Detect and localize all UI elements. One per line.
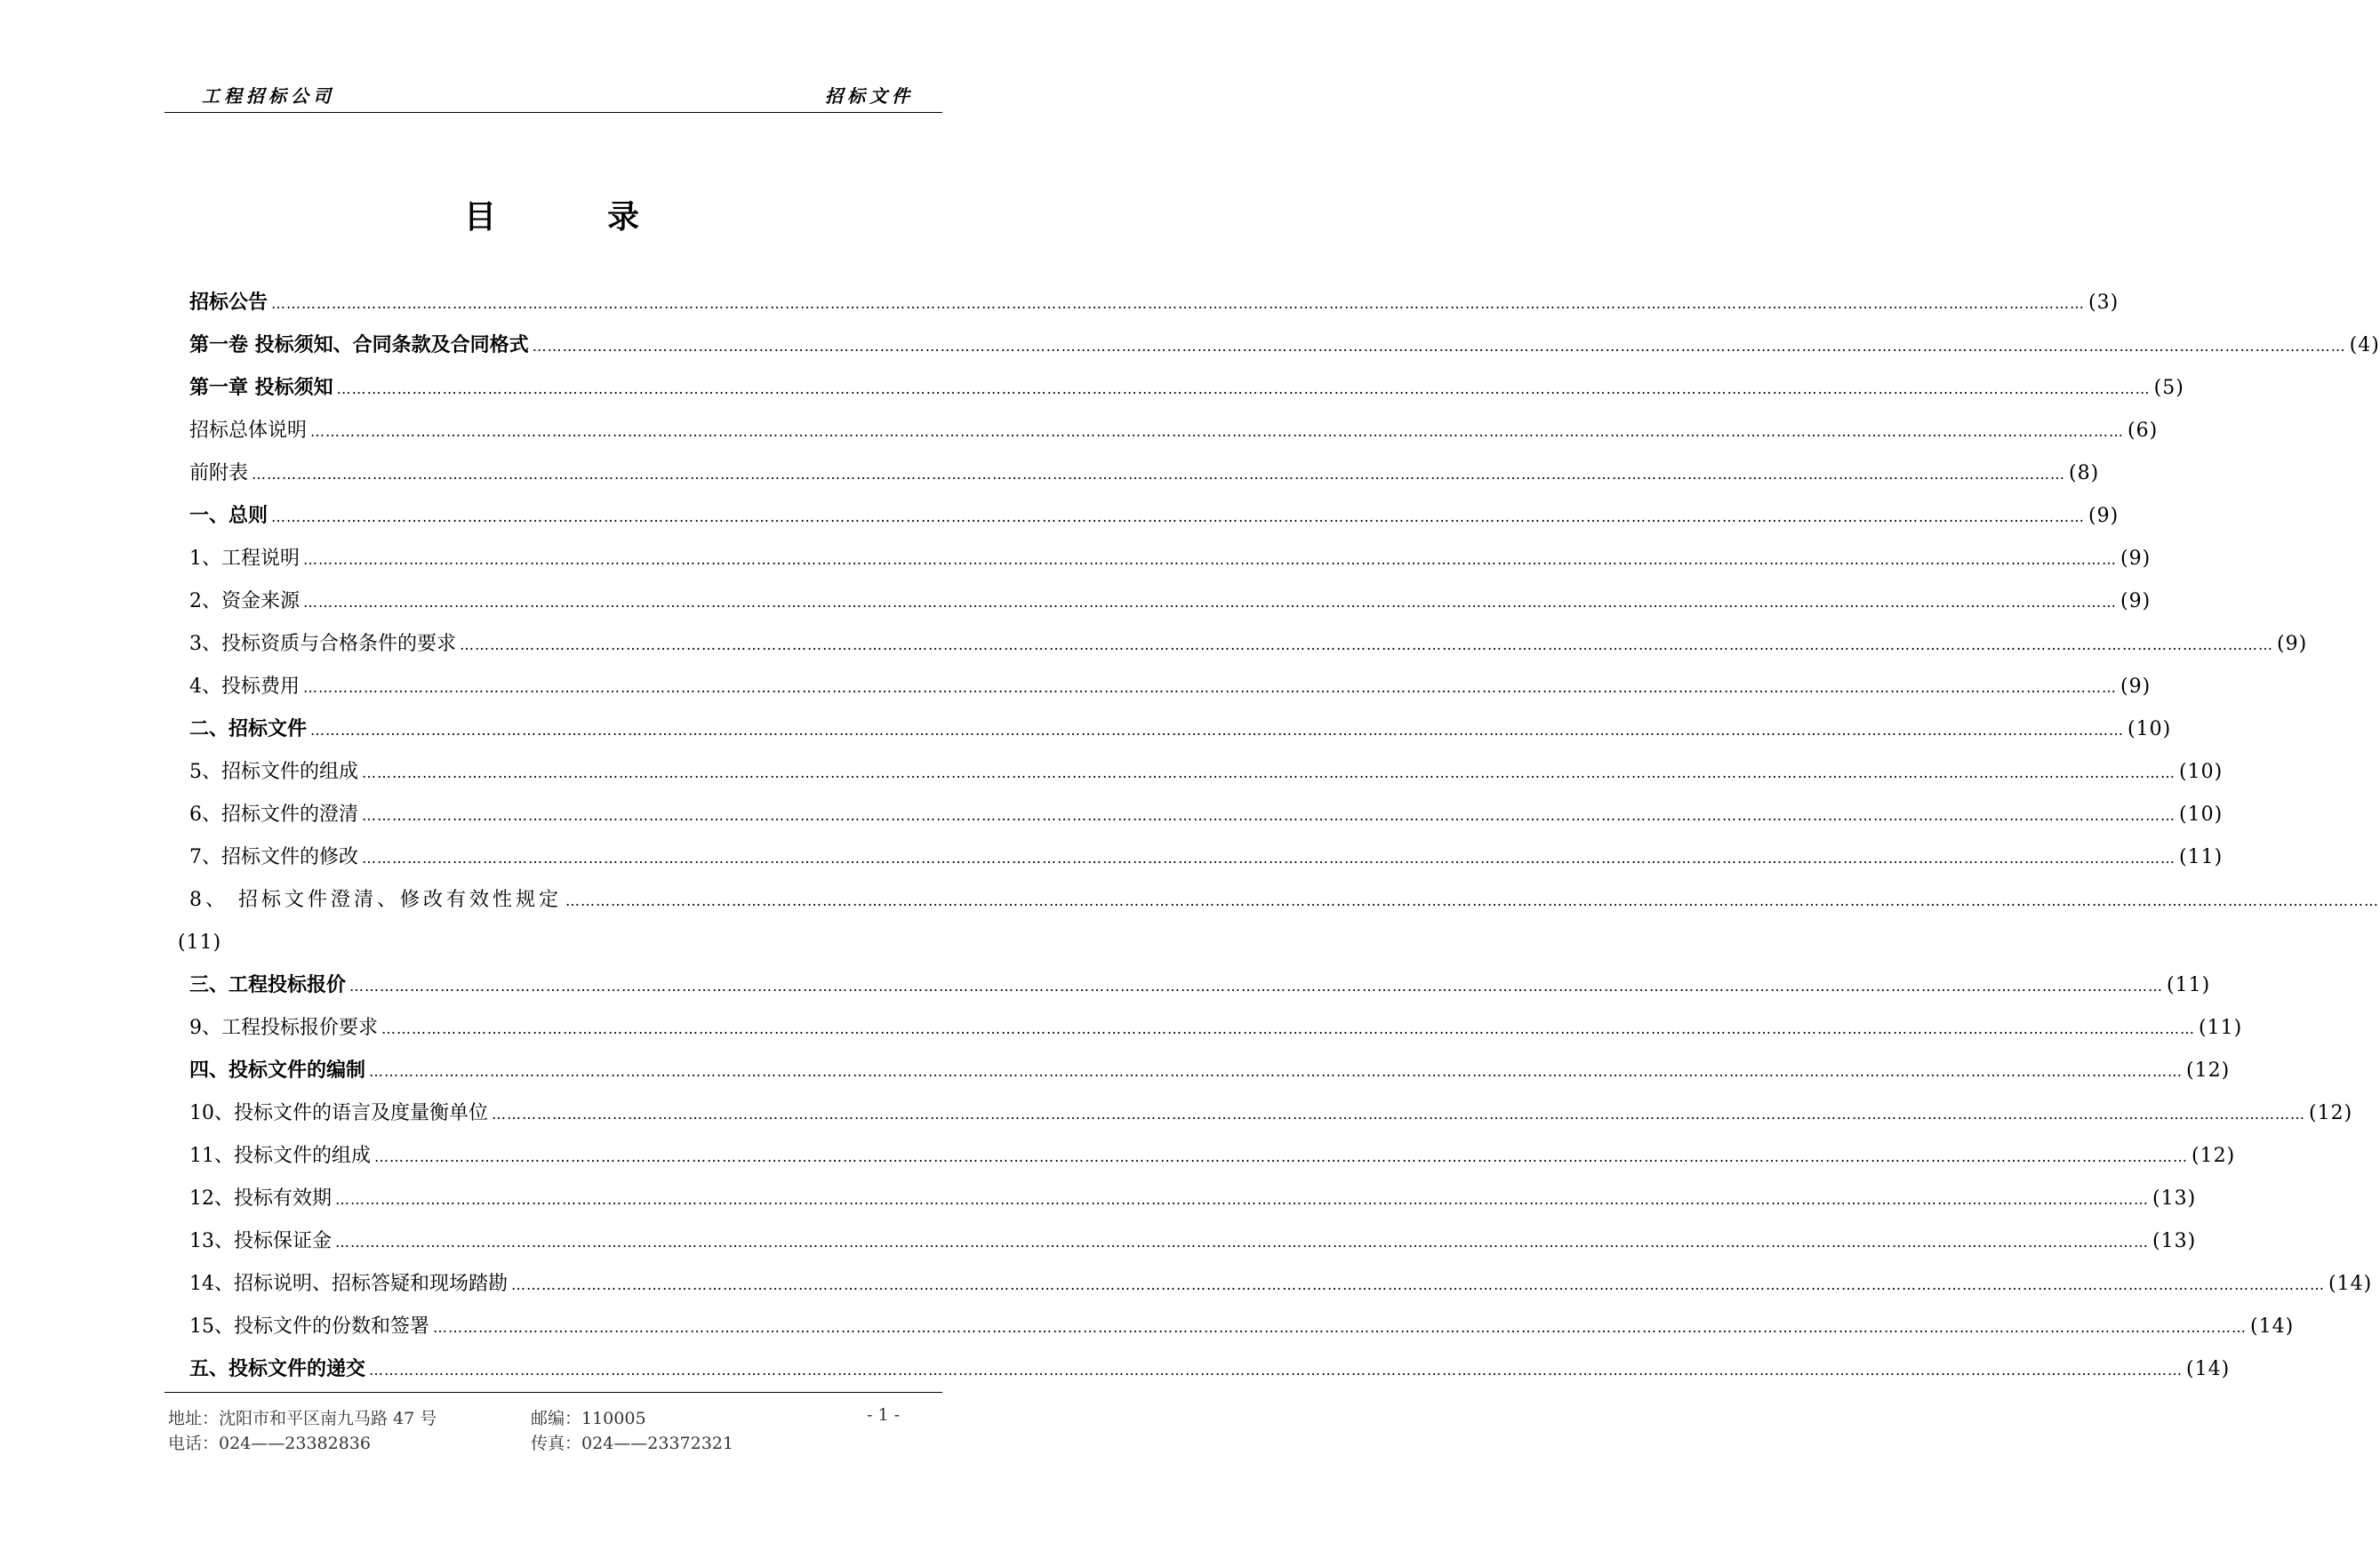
toc-entry-label: 12、投标有效期 bbox=[189, 1187, 332, 1210]
toc-entry[interactable] bbox=[189, 673, 2152, 701]
toc-entry-page: (6) bbox=[2128, 420, 2159, 442]
toc-entry-page: (11) bbox=[2167, 974, 2211, 996]
toc-entry-label: 一、总则 bbox=[189, 505, 268, 527]
toc-entry-page: (9) bbox=[2277, 633, 2308, 655]
toc-leader: ……………………………………………………………………………………………………………………………………………………………………………………………………………………………………………………………………………………………………………………………… bbox=[369, 1063, 2184, 1080]
toc-entry-page: (9) bbox=[2120, 676, 2152, 698]
toc-leader: ……………………………………………………………………………………………………………………………………………………………………………………………………………………………………………………………………………………………………………………………… bbox=[271, 295, 2086, 312]
title-char-2: 录 bbox=[607, 199, 640, 236]
toc-entry[interactable] bbox=[189, 545, 2152, 573]
toc-entry-page-wrapped: (11) bbox=[178, 931, 222, 954]
toc-entry-page: (14) bbox=[2328, 1273, 2373, 1295]
toc-leader: ……………………………………………………………………………………………………………………………………………………………………………………………………………………………………………………………………………………………………………………………… bbox=[374, 1148, 2188, 1165]
toc-entry-label: 5、招标文件的组成 bbox=[189, 761, 358, 783]
toc-entry[interactable] bbox=[189, 1057, 2231, 1085]
toc-leader: ……………………………………………………………………………………………………………………………………………………………………………………………………………………………………………………………………………………………………………………………… bbox=[335, 1191, 2149, 1208]
toc-entry-page: (10) bbox=[2179, 761, 2224, 783]
toc-entry-page: (3) bbox=[2088, 292, 2120, 314]
toc-leader: ……………………………………………………………………………………………………………………………………………………………………………………………………………………………………………………………………………………………………………………………… bbox=[303, 551, 2117, 568]
toc-entry-label: 7、招标文件的修改 bbox=[189, 846, 358, 868]
toc-entry-page: (9) bbox=[2120, 590, 2152, 612]
toc-entry-page: (11) bbox=[2179, 846, 2224, 868]
toc-leader: ……………………………………………………………………………………………………………………………………………………………………………………………………………………………………………………………………………………………………………………………… bbox=[252, 466, 2066, 483]
toc-entry-page: (12) bbox=[2186, 1059, 2231, 1082]
toc-leader: ……………………………………………………………………………………………………………………………………………………………………………………………………………………………………………………………………………………………………………………………… bbox=[565, 892, 2379, 909]
footer-fax: 传真：024——23372321 bbox=[531, 1434, 733, 1453]
footer-phone: 电话：024——23382836 bbox=[168, 1434, 371, 1453]
toc-entry[interactable] bbox=[189, 332, 2380, 360]
toc-entry-label: 第一章 投标须知 bbox=[189, 377, 333, 399]
footer-page-number: - 1 - bbox=[867, 1405, 901, 1425]
toc-entry[interactable] bbox=[189, 758, 2224, 787]
toc-entry[interactable] bbox=[189, 417, 2159, 445]
toc-entry-page: (11) bbox=[2199, 1017, 2243, 1039]
toc-entry[interactable] bbox=[189, 886, 2379, 915]
toc-entry-label: 第一卷 投标须知、合同条款及合同格式 bbox=[189, 334, 529, 356]
toc-entry-page: (4) bbox=[2349, 334, 2380, 356]
toc-leader: ……………………………………………………………………………………………………………………………………………………………………………………………………………………………………………………………………………………………………………………………… bbox=[532, 338, 2346, 355]
toc-leader: ……………………………………………………………………………………………………………………………………………………………………………………………………………………………………………………………………………………………………………………………… bbox=[381, 1020, 2195, 1037]
toc-entry[interactable] bbox=[189, 1185, 2197, 1213]
toc-entry-label: 10、投标文件的语言及度量衡单位 bbox=[189, 1102, 488, 1124]
toc-entry[interactable] bbox=[189, 1014, 2243, 1043]
toc-leader: ……………………………………………………………………………………………………………………………………………………………………………………………………………………………………………………………………………………………………………………………… bbox=[362, 764, 2176, 781]
toc-leader: ……………………………………………………………………………………………………………………………………………………………………………………………………………………………………………………………………………………………………………………………… bbox=[336, 380, 2151, 397]
toc-entry[interactable] bbox=[189, 1142, 2236, 1171]
toc-entry-label: 前附表 bbox=[189, 462, 249, 484]
toc-entry-page: (14) bbox=[2186, 1358, 2231, 1380]
toc-entry-label: 招标总体说明 bbox=[189, 420, 308, 442]
toc-leader: ……………………………………………………………………………………………………………………………………………………………………………………………………………………………………………………………………………………………………………………………… bbox=[335, 1234, 2149, 1251]
toc-entry-label: 招标公告 bbox=[189, 292, 268, 314]
toc-entry-page: (9) bbox=[2120, 548, 2152, 570]
toc-entry-page: (14) bbox=[2250, 1315, 2295, 1338]
toc-entry-label: 五、投标文件的递交 bbox=[189, 1358, 366, 1380]
footer-address: 地址：沈阳市和平区南九马路 47 号 bbox=[168, 1409, 437, 1428]
header-company: 工程招标公司 bbox=[202, 85, 335, 107]
toc-entry-page: (13) bbox=[2152, 1187, 2197, 1210]
toc-entry[interactable] bbox=[189, 716, 2172, 744]
toc-entry-label: 2、资金来源 bbox=[189, 590, 300, 612]
toc-entry-label: 二、招标文件 bbox=[189, 718, 308, 740]
toc-entry-page: (12) bbox=[2309, 1102, 2353, 1124]
toc-entry-label: 1、工程说明 bbox=[189, 548, 300, 570]
toc-entry[interactable] bbox=[189, 1313, 2295, 1341]
toc-entry[interactable] bbox=[189, 1227, 2197, 1256]
toc-entry-label: 3、投标资质与合格条件的要求 bbox=[189, 633, 456, 655]
toc-leader: ……………………………………………………………………………………………………………………………………………………………………………………………………………………………………………………………………………………………………………………………… bbox=[492, 1106, 2305, 1123]
toc-entry-label: 9、工程投标报价要求 bbox=[189, 1017, 378, 1039]
toc-entry-label: 14、招标说明、招标答疑和现场踏勘 bbox=[189, 1273, 508, 1295]
toc-entry-page: (12) bbox=[2192, 1145, 2236, 1167]
toc-leader: ……………………………………………………………………………………………………………………………………………………………………………………………………………………………………………………………………………………………………………………………… bbox=[310, 722, 2125, 739]
toc-entry-label: 三、工程投标报价 bbox=[189, 974, 347, 996]
toc-leader: ……………………………………………………………………………………………………………………………………………………………………………………………………………………………………………………………………………………………………………………………… bbox=[349, 978, 2164, 995]
toc-entry-page: (8) bbox=[2069, 462, 2100, 484]
toc-entry-page: (13) bbox=[2152, 1230, 2197, 1252]
toc-leader: ……………………………………………………………………………………………………………………………………………………………………………………………………………………………………………………………………………………………………………………………… bbox=[369, 1362, 2184, 1379]
toc-entry-page: (5) bbox=[2153, 377, 2184, 399]
toc-entry[interactable] bbox=[189, 843, 2224, 872]
header-doc-type: 招标文件 bbox=[825, 85, 914, 107]
toc-entry[interactable] bbox=[189, 630, 2308, 659]
toc-leader: ……………………………………………………………………………………………………………………………………………………………………………………………………………………………………………………………………………………………………………………………… bbox=[303, 679, 2117, 696]
toc-entry-label: 6、招标文件的澄清 bbox=[189, 803, 358, 826]
toc-entry[interactable] bbox=[189, 1355, 2231, 1384]
toc-leader: ……………………………………………………………………………………………………………………………………………………………………………………………………………………………………………………………………………………………………………………………… bbox=[310, 423, 2125, 440]
toc-entry[interactable] bbox=[189, 588, 2152, 616]
toc-leader: ……………………………………………………………………………………………………………………………………………………………………………………………………………………………………………………………………………………………………………………………… bbox=[271, 508, 2086, 525]
toc-leader: ……………………………………………………………………………………………………………………………………………………………………………………………………………………………………………………………………………………………………………………………… bbox=[433, 1319, 2247, 1336]
toc-entry-page: (9) bbox=[2088, 505, 2120, 527]
toc-entry-page: (10) bbox=[2128, 718, 2172, 740]
toc-leader: ……………………………………………………………………………………………………………………………………………………………………………………………………………………………………………………………………………………………………………………………… bbox=[362, 807, 2176, 824]
toc-entry-label: 8、 招标文件澄清、修改有效性规定 bbox=[189, 889, 562, 911]
toc-entry-label: 4、投标费用 bbox=[189, 676, 300, 698]
toc-entry[interactable] bbox=[189, 1270, 2373, 1299]
footer-postcode: 邮编：110005 bbox=[531, 1409, 646, 1428]
toc-entry[interactable] bbox=[189, 502, 2120, 531]
toc-entry[interactable] bbox=[189, 374, 2184, 403]
toc-leader: ……………………………………………………………………………………………………………………………………………………………………………………………………………………………………………………………………………………………………………………………… bbox=[303, 594, 2117, 611]
toc-leader: ……………………………………………………………………………………………………………………………………………………………………………………………………………………………………………………………………………………………………………………………… bbox=[511, 1276, 2325, 1293]
toc-entry-label: 四、投标文件的编制 bbox=[189, 1059, 366, 1082]
toc-leader: ……………………………………………………………………………………………………………………………………………………………………………………………………………………………………………………………………………………………………………………………… bbox=[460, 636, 2273, 653]
toc-entry[interactable] bbox=[189, 971, 2211, 1000]
toc-entry[interactable] bbox=[189, 1099, 2353, 1128]
toc-entry[interactable] bbox=[189, 801, 2224, 829]
page-footer bbox=[164, 1392, 942, 1455]
title-char-1: 目 bbox=[463, 199, 496, 236]
toc-entry-label: 13、投标保证金 bbox=[189, 1230, 332, 1252]
toc-leader: ……………………………………………………………………………………………………………………………………………………………………………………………………………………………………………………………………………………………………………………………… bbox=[362, 850, 2176, 867]
toc-entry-label: 11、投标文件的组成 bbox=[189, 1145, 371, 1167]
toc-entry[interactable] bbox=[189, 460, 2100, 488]
toc-entry[interactable] bbox=[189, 289, 2120, 317]
toc-entry-page: (10) bbox=[2179, 803, 2224, 826]
toc-entry-label: 15、投标文件的份数和签署 bbox=[189, 1315, 429, 1338]
